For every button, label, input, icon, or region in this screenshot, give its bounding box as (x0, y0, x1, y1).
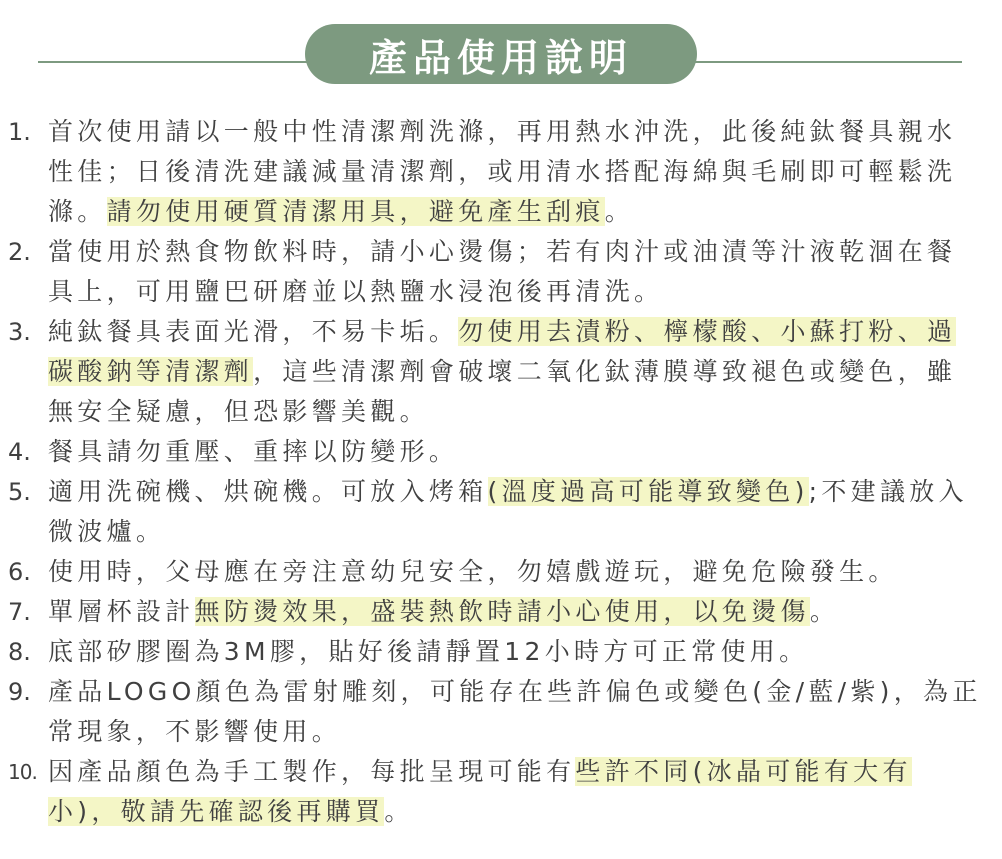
text-segment: 適用洗碗機、烘碗機。可放入烤箱 (48, 477, 488, 506)
text-segment: ;不建議放入微波爐。 (48, 477, 968, 546)
text-segment: 單層杯設計 (48, 597, 195, 626)
item-number: 1. (8, 118, 31, 146)
item-text (48, 312, 983, 432)
list-item (8, 232, 988, 312)
item-text (48, 752, 983, 832)
item-number: 2. (8, 238, 31, 266)
item-text (48, 432, 983, 472)
list-item (8, 112, 988, 232)
header-right-rule (692, 61, 962, 63)
text-segment: 。 (384, 797, 414, 826)
highlighted-segment: 請勿使用硬質清潔用具，避免產生刮痕 (106, 197, 605, 226)
list-item (8, 312, 988, 432)
item-text (48, 112, 983, 232)
instructions-list (8, 112, 988, 832)
item-text (48, 552, 983, 592)
header-left-rule (38, 61, 308, 63)
text-segment: 。 (604, 197, 635, 226)
item-number: 3. (8, 318, 31, 346)
item-number: 10. (8, 760, 37, 784)
item-number: 9. (8, 678, 31, 706)
item-number: 4. (8, 438, 31, 466)
text-segment: 純鈦餐具表面光滑，不易卡垢。 (48, 317, 459, 346)
highlighted-segment: 些許不同(冰晶可能有大有小)，敬請先確認後再購買 (48, 757, 912, 826)
text-segment: 首次使用請以一般中性清潔劑洗滌，再用熱水沖洗，此後純鈦餐具親水性佳；日後清洗建議減量清潔劑，或用清水搭配海綿與毛刷即可輕鬆洗滌。 (48, 117, 957, 226)
highlighted-segment: 勿使用去漬粉、檸檬酸、小蘇打粉、過碳酸鈉等清潔劑 (48, 317, 957, 386)
item-number: 6. (8, 558, 31, 586)
text-segment: 餐具請勿重壓、重摔以防變形。 (48, 437, 459, 466)
item-number: 8. (8, 638, 31, 666)
item-text (48, 232, 983, 312)
list-item (8, 432, 988, 472)
text-segment: 產品LOGO顏色為雷射雕刻，可能存在些許偏色或變色(金/藍/紫)，為正常現象，不影響使用。 (48, 677, 982, 746)
text-segment: 。 (809, 597, 840, 626)
text-segment: ，這些清潔劑會破壞二氧化鈦薄膜導致褪色或變色，雖無安全疑慮，但恐影響美觀。 (48, 357, 957, 426)
item-text (48, 592, 983, 632)
item-number: 7. (8, 598, 31, 626)
header (0, 22, 1002, 86)
item-text (48, 632, 983, 672)
text-segment: 因產品顏色為手工製作，每批呈現可能有 (48, 757, 576, 786)
list-item (8, 672, 988, 752)
item-number: 5. (8, 478, 31, 506)
text-segment: 使用時，父母應在旁注意幼兒安全，勿嬉戲遊玩，避免危險發生。 (48, 557, 898, 586)
highlighted-segment: (溫度過高可能導致變色) (487, 477, 809, 506)
text-segment: 底部矽膠圈為3M膠，貼好後請靜置12小時方可正常使用。 (48, 637, 809, 666)
highlighted-segment: 無防燙效果，盛裝熱飲時請小心使用，以免燙傷 (194, 597, 810, 626)
list-item (8, 752, 988, 832)
item-text (48, 472, 983, 552)
list-item (8, 552, 988, 592)
text-segment: 當使用於熱食物飲料時，請小心燙傷；若有肉汁或油漬等汁液乾涸在餐具上，可用鹽巴研磨並以熱鹽水浸泡後再清洗。 (48, 237, 957, 306)
item-text (48, 672, 983, 752)
list-item (8, 632, 988, 672)
page-title: 產品使用說明 (305, 24, 697, 84)
list-item (8, 592, 988, 632)
list-item (8, 472, 988, 552)
